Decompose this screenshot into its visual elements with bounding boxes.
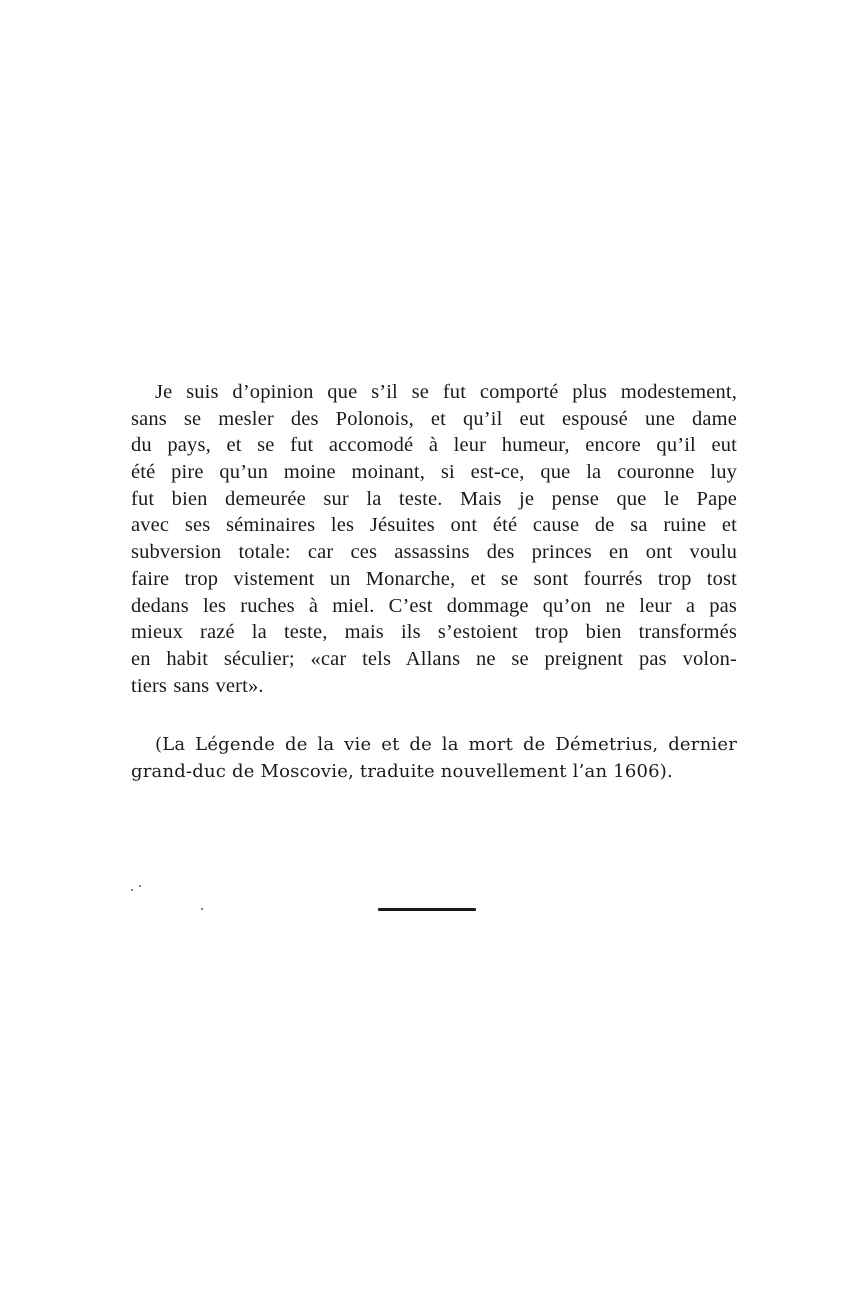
- paragraph-line: Je suis d’opinion que s’il se fut comporté plus modestement,: [155, 381, 737, 403]
- paragraph-line: dedans les ruches à miel. C’est dommage qu’on ne leur a pas: [131, 594, 737, 617]
- citation-line: (La Légende de la vie et de la mort de Démetrius, dernier: [155, 734, 737, 755]
- paragraph-line: en habit séculier; «car tels Allans ne se preignent pas volon-: [131, 647, 737, 670]
- print-speck: [201, 908, 203, 910]
- paragraph-line: avec ses séminaires les Jésuites ont été cause de sa ruine et: [131, 514, 737, 537]
- print-speck: [139, 885, 141, 887]
- paragraph-line: tiers sans vert».: [131, 674, 264, 697]
- paragraph-line: fut bien demeurée sur la teste. Mais je pense que le Pape: [131, 487, 737, 510]
- print-speck: [131, 889, 133, 891]
- paragraph-line: mieux razé la teste, mais ils s’estoient trop bien transformés: [131, 621, 737, 644]
- paragraph-line: été pire qu’un moine moinant, si est-ce, que la couronne luy: [131, 461, 737, 484]
- citation-line: grand-duc de Moscovie, traduite nouvellement l’an 1606).: [131, 761, 673, 782]
- paragraph-line: subversion totale: car ces assassins des princes en ont voulu: [131, 541, 737, 564]
- source-citation: [131, 731, 737, 785]
- paragraph-line: faire trop vistement un Monarche, et se sont fourrés trop tost: [131, 567, 737, 590]
- paragraph-line: du pays, et se fut accomodé à leur humeur, encore qu’il eut: [131, 434, 737, 457]
- section-divider-rule: [378, 908, 476, 911]
- main-paragraph: [131, 379, 737, 699]
- paragraph-line: sans se mesler des Polonois, et qu’il eut espousé une dame: [131, 407, 737, 430]
